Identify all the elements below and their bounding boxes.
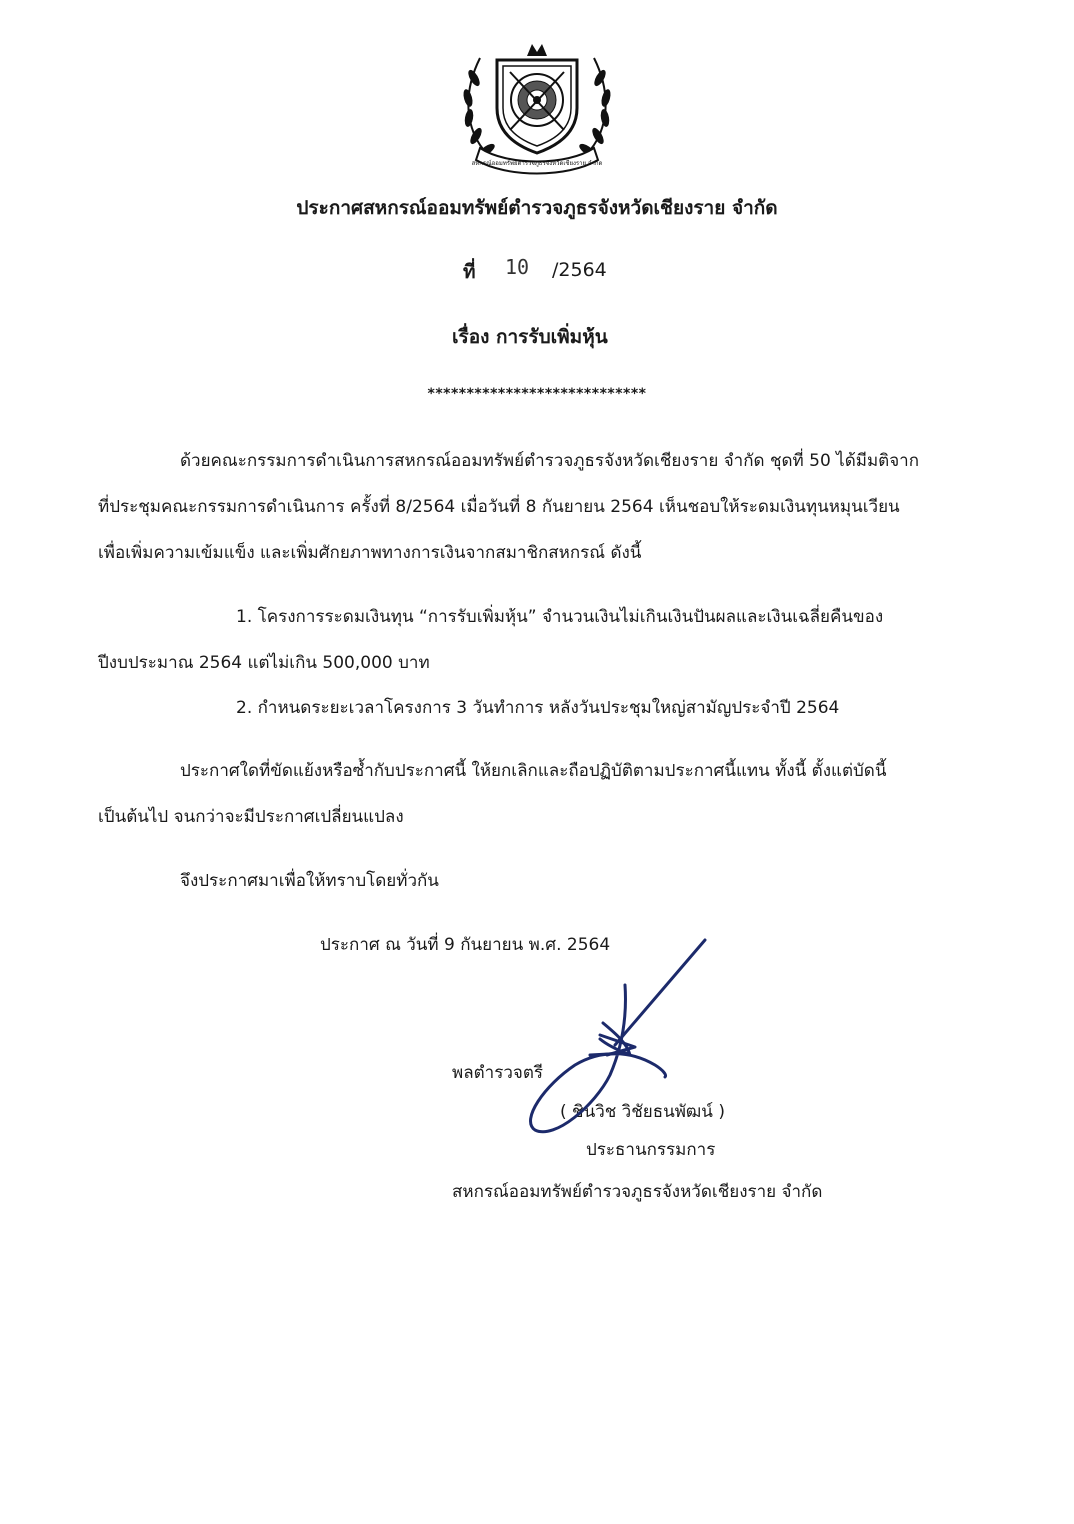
paragraph-1-line-3: เพื่อเพิ่มความเข้มแข็ง และเพิ่มศักยภาพทางการเงินจากสมาชิกสหกรณ์ ดังนี้	[98, 543, 642, 563]
item-1-line-1: 1. โครงการระดมเงินทุน “การรับเพิ่มหุ้น” จำนวนเงินไม่เกินเงินปันผลและเงินเฉลี่ยคืนของ	[236, 607, 884, 627]
paragraph-2-line-2: เป็นต้นไป จนกว่าจะมีประกาศเปลี่ยนแปลง	[98, 807, 404, 827]
announcement-title: ประกาศสหกรณ์ออมทรัพย์ตำรวจภูธรจังหวัดเชียงราย จำกัด	[296, 197, 778, 219]
number-prefix: ที่	[463, 261, 476, 283]
emblem-icon	[452, 38, 622, 188]
item-1-line-2: ปีงบประมาณ 2564 แต่ไม่เกิน 500,000 บาท	[98, 653, 430, 673]
handwritten-signature	[515, 935, 735, 1145]
paragraph-2-line-1: ประกาศใดที่ขัดแย้งหรือซ้ำกับประกาศนี้ ให้ยกเลิกและถือปฏิบัติตามประกาศนี้แทน ทั้งนี้ ตั้งแต่บัดนี้	[180, 761, 887, 781]
separator-line: ****************************	[427, 386, 647, 402]
signer-rank: พลตำรวจตรี	[452, 1063, 544, 1083]
item-2: 2. กำหนดระยะเวลาโครงการ 3 วันทำการ หลังวันประชุมใหญ่สามัญประจำปี 2564	[236, 698, 840, 718]
date-line: ประกาศ ณ วันที่ 9 กันยายน พ.ศ. 2564	[320, 935, 611, 955]
signature-icon	[515, 935, 735, 1145]
emblem-ribbon-text: สหกรณ์ออมทรัพย์ตำรวจภูธรจังหวัดเชียงราย จำกัด	[471, 160, 603, 167]
closing-line: จึงประกาศมาเพื่อให้ทราบโดยทั่วกัน	[180, 871, 439, 891]
signer-position: ประธานกรรมการ	[586, 1140, 716, 1160]
number-value: 10	[505, 255, 530, 279]
number-suffix: /2564	[552, 259, 607, 281]
cooperative-emblem	[452, 38, 622, 188]
signer-organization: สหกรณ์ออมทรัพย์ตำรวจภูธรจังหวัดเชียงราย จำกัด	[452, 1182, 823, 1202]
subject-line: เรื่อง การรับเพิ่มหุ้น	[452, 326, 608, 348]
signer-name: ( ชินวิช วิชัยธนพัฒน์ )	[560, 1102, 725, 1122]
paragraph-1-line-1: ด้วยคณะกรรมการดำเนินการสหกรณ์ออมทรัพย์ตำรวจภูธรจังหวัดเชียงราย จำกัด ชุดที่ 50 ได้มีมติจาก	[180, 451, 920, 471]
paragraph-1-line-2: ที่ประชุมคณะกรรมการดำเนินการ ครั้งที่ 8/2564 เมื่อวันที่ 8 กันยายน 2564 เห็นชอบให้ระดมเงินทุนหมุนเวียน	[98, 497, 900, 517]
